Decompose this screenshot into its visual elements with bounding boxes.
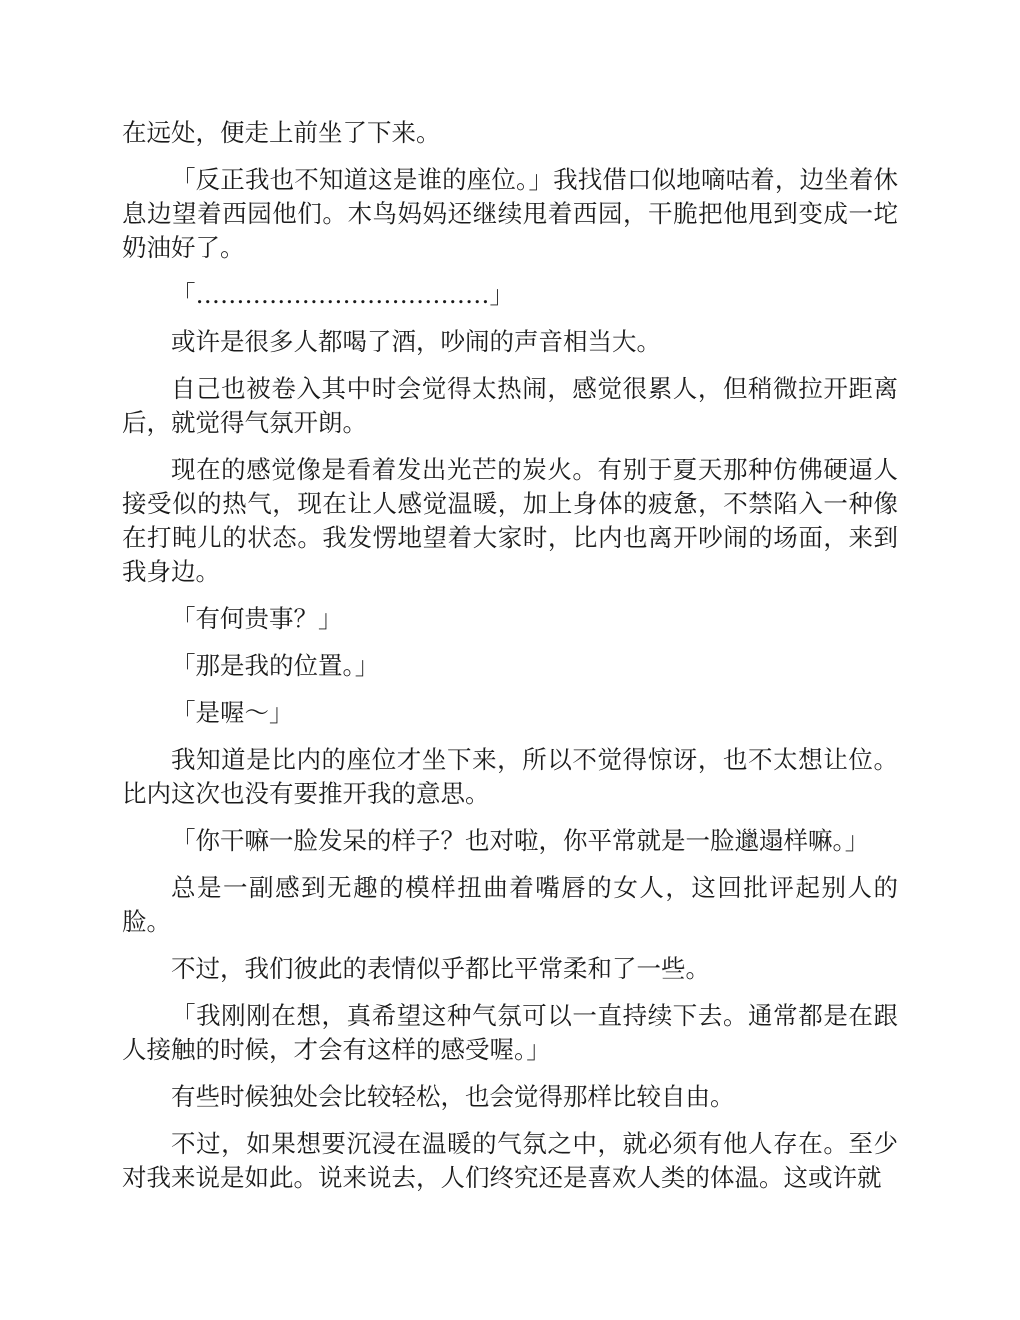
paragraph-15: 有些时候独处会比较轻松，也会觉得那样比较自由。 xyxy=(171,1082,735,1111)
paragraph-13: 不过，我们彼此的表情似乎都比平常柔和了一些。 xyxy=(171,954,710,983)
paragraph-4: 或许是很多人都喝了酒，吵闹的声音相当大。 xyxy=(171,327,661,356)
paragraph-8: 「那是我的位置。」 xyxy=(171,651,380,680)
paragraph-1: 在远处，便走上前坐了下来。 xyxy=(122,118,441,147)
paragraph-14: 「我刚刚在想，真希望这种气氛可以一直持续下去。通常都是在跟人接触的时候，才会有这样的感受喔。」 xyxy=(122,1001,898,1064)
paragraph-11: 「你干嘛一脸发呆的样子？也对啦，你平常就是一脸邋遢样嘛。」 xyxy=(171,826,870,855)
paragraph-2: 「反正我也不知道这是谁的座位。」我找借口似地嘀咕着，边坐着休息边望着西园他们。木鸟妈妈还继续甩着西园，干脆把他甩到变成一坨奶油好了。 xyxy=(122,165,898,262)
paragraph-16: 不过，如果想要沉浸在温暖的气氛之中，就必须有他人存在。至少对我来说是如此。说来说去，人们终究还是喜欢人类的体温。这或许就 xyxy=(122,1129,898,1192)
paragraph-10: 我知道是比内的座位才坐下来，所以不觉得惊讶，也不太想让位。比内这次也没有要推开我的意思。 xyxy=(122,745,898,808)
paragraph-7: 「有何贵事？」 xyxy=(171,604,343,633)
paragraph-9: 「是喔～」 xyxy=(171,698,294,727)
paragraph-6: 现在的感觉像是看着发出光芒的炭火。有别于夏天那种仿佛硬逼人接受似的热气，现在让人感觉温暖，加上身体的疲惫，不禁陷入一种像在打盹儿的状态。我发愣地望着大家时，比内也离开吵闹的场面，来到我身边。 xyxy=(122,455,898,586)
paragraph-5: 自己也被卷入其中时会觉得太热闹，感觉很累人，但稍微拉开距离后，就觉得气氛开朗。 xyxy=(122,374,898,437)
paragraph-12: 总是一副感到无趣的模样扭曲着嘴唇的女人，这回批评起别人的脸。 xyxy=(122,873,898,936)
document-page xyxy=(122,116,898,1208)
paragraph-3: 「………………………………」 xyxy=(171,280,514,309)
